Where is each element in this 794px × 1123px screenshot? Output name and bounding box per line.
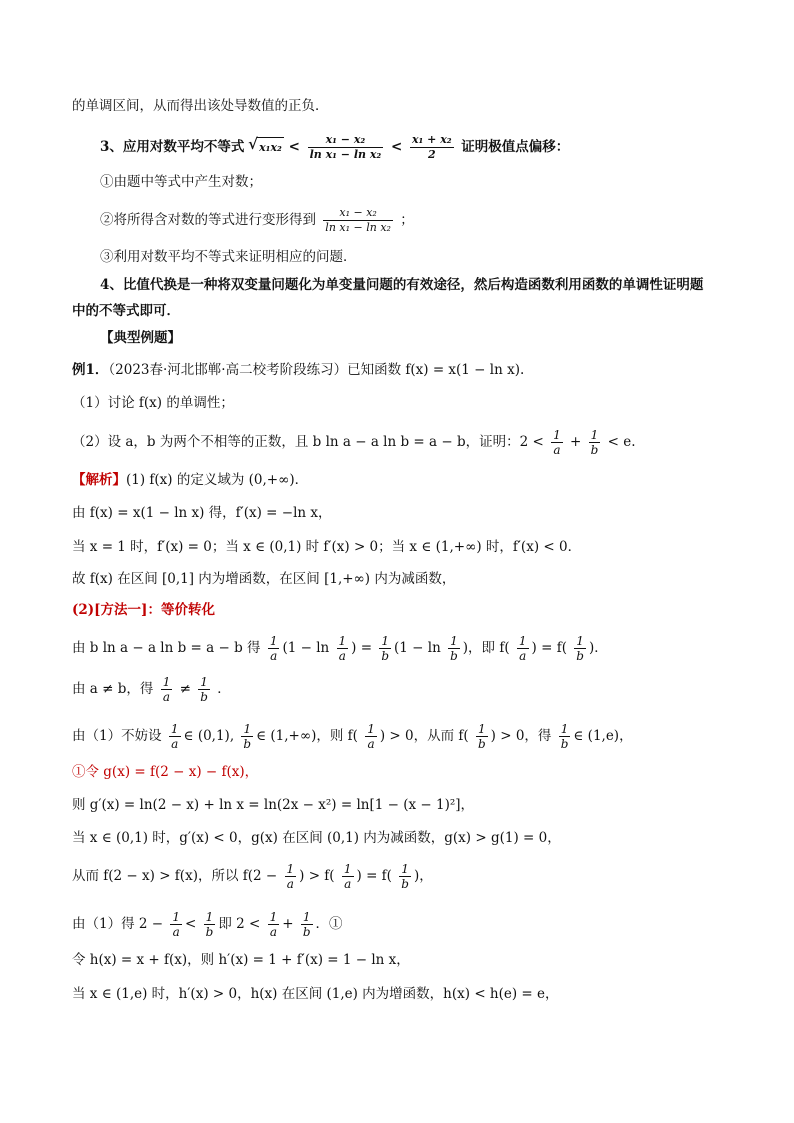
text-line: [100, 133, 734, 162]
text-line: [72, 470, 734, 490]
math-symbol: <: [288, 139, 300, 155]
sqrt-expression: √ x₁x₂: [257, 137, 284, 158]
fraction: $\frac{\text{x₁ + x₂}}{2}$: [411, 133, 452, 161]
fraction: $\frac{1}{a}$: [170, 722, 179, 751]
paragraph-text: 令 h(x) = x + f(x)，则 h′(x) = 1 + f′(x) = 1 − ln x，: [72, 952, 410, 968]
paragraph-text: 则 g′(x) = ln(2 − x) + ln x = ln(2x − x²) = ln[1 − (x − 1)²]，: [72, 797, 475, 813]
text-line: [72, 984, 734, 1004]
fraction: $\frac{1}{b}$: [450, 634, 458, 663]
text-line: [72, 393, 734, 413]
paragraph-text: （2）设 a，b 为两个不相等的正数，且 b ln a − a ln b = a − b，证明：2 <: [72, 434, 544, 450]
heading-text: 证明极值点偏移：: [461, 139, 570, 155]
text-line: [100, 172, 734, 192]
text-line: [72, 96, 734, 116]
paragraph-text: (1) f(x) 的定义域为 (0,+∞)．: [126, 472, 309, 488]
fraction: $\frac{\text{x₁ − x₂}}{\text{ln x₁ − ln x₂}}$: [309, 133, 382, 161]
example-label: 例1．: [72, 362, 109, 378]
fraction: $\frac{1}{b}$: [243, 722, 252, 751]
math-symbol: <: [390, 139, 403, 155]
text-line: [72, 762, 734, 782]
paragraph-text: 4、比值代换是一种将双变量问题化为单变量问题的有效途径，然后构造函数利用函数的单调性证明题: [100, 277, 704, 293]
paragraph-text: 当 x = 1 时，f′(x) = 0；当 x ∈ (0,1) 时 f′(x) > 0；当 x ∈ (1,+∞) 时，f′(x) < 0．: [72, 539, 582, 555]
paragraph-text: ②将所得含对数的等式进行变形得到: [100, 212, 316, 228]
fraction: $\frac{1}{b}$: [590, 428, 599, 457]
paragraph-text: 当 x ∈ (1,e) 时，h′(x) > 0，h(x) 在区间 (1,e) 内为增函数，h(x) < h(e) = e，: [72, 986, 559, 1002]
section-heading: 【典型例题】: [100, 330, 181, 346]
paragraph-text: 中的不等式即可．: [72, 303, 180, 319]
fraction: $\frac{1}{a}$: [172, 910, 181, 939]
text-line: [72, 360, 734, 380]
text-line: [72, 503, 734, 523]
fraction: $\frac{1}{a}$: [286, 862, 295, 891]
solution-label: 【解析】: [72, 472, 126, 488]
fraction: $\frac{1}{b}$: [381, 634, 390, 663]
fraction: $\frac{1}{b}$: [401, 862, 409, 891]
text-line: [72, 950, 734, 970]
fraction: $\frac{\text{x₁ − x₂}}{\text{ln x₁ − ln x₂}}$: [325, 206, 391, 234]
text-line: [72, 795, 734, 815]
fraction: $\frac{1}{a}$: [518, 634, 527, 663]
text-line: 从而 f(2 − x) > f(x)，所以 f(2 − $\frac{1}{a}$ ) > f( $\frac{1}{a}$ ) = f( $\frac{1}{b}$ )，: [72, 862, 433, 891]
text-line: [72, 537, 734, 557]
fraction: $\frac{1}{b}$: [200, 675, 208, 704]
fraction: $\frac{1}{b}$: [302, 910, 311, 939]
paragraph-text: ①令 g(x) = f(2 − x) − f(x)，: [72, 764, 259, 780]
fraction: $\frac{1}{a}$: [338, 634, 347, 663]
fraction: $\frac{1}{b}$: [560, 722, 569, 751]
text-line: [100, 247, 734, 267]
fraction: $\frac{1}{a}$: [269, 910, 278, 939]
text-line: 由 a ≠ b，得 $\frac{1}{a}$ ≠ $\frac{1}{b}$ ．: [72, 675, 231, 704]
fraction: $\frac{1}{b}$: [205, 910, 214, 939]
paragraph-text: ①由题中等式中产生对数；: [100, 174, 262, 190]
paragraph-text: 故 f(x) 在区间 [0,1] 内为增函数，在区间 [1,+∞) 内为减函数，: [72, 571, 456, 587]
fraction: $\frac{1}{a}$: [269, 634, 278, 663]
paragraph-text: （1）讨论 f(x) 的单调性；: [72, 395, 234, 411]
fraction: $\frac{1}{b}$: [477, 722, 486, 751]
text-line: 由（1）不妨设 $\frac{1}{a}$ ∈ (0,1), $\frac{1}{b}$ ∈ (1,+∞)，则 f( $\frac{1}{a}$ ) > 0，从而 f( $\frac{1}{b}$ ) > 0，得 $\frac{1}{b}$ ∈ (1,e)，: [72, 722, 633, 751]
text-line: 由 b ln a − a ln b = a − b 得 $\frac{1}{a}$ (1 − ln $\frac{1}{a}$ ) = $\frac{1}{b}$ (1 − ln $\frac{1}{b}$ )，即 f( $\frac{1}{a}$ ) = f( $\frac{1}{b}$ )．: [72, 634, 608, 663]
fraction: $\frac{1}{a}$: [343, 862, 352, 891]
fraction: $\frac{1}{b}$: [576, 634, 584, 663]
paragraph-text: 的单调区间，从而得出该处导数值的正负．: [72, 98, 329, 114]
paragraph-text: ③利用对数平均不等式来证明相应的问题．: [100, 249, 357, 265]
text-line: [100, 275, 734, 295]
text-line: 由（1）得 2 − $\frac{1}{a}$ < $\frac{1}{b}$ 即 2 < $\frac{1}{a}$ + $\frac{1}{b}$ ．①: [72, 910, 343, 939]
text-line: [72, 828, 734, 848]
paragraph-text: 由 f(x) = x(1 − ln x) 得，f′(x) = −ln x，: [72, 505, 332, 521]
text-line: （2）设 a，b 为两个不相等的正数，且 b ln a − a ln b = a − b，证明：2 < $\frac{1}{a}$ + $\frac{1}{b}$ < e.: [72, 428, 636, 457]
fraction: $\frac{1}{a}$: [553, 428, 561, 457]
method-heading: (2)[方法一]：等价转化: [72, 602, 215, 618]
paragraph-text: 当 x ∈ (0,1) 时，g′(x) < 0，g(x) 在区间 (0,1) 内为减函数，g(x) > g(1) = 0，: [72, 830, 561, 846]
heading-text: 3、应用对数平均不等式: [100, 139, 245, 155]
fraction: $\frac{1}{a}$: [162, 675, 171, 704]
fraction: $\frac{1}{a}$: [367, 722, 375, 751]
paragraph-text: （2023春·河北邯郸·高二校考阶段练习）已知函数 f(x) = x(1 − ln x).: [108, 362, 525, 378]
text-line: [72, 301, 734, 321]
text-line: ②将所得含对数的等式进行变形得到 $\frac{\text{x₁ − x₂}}{\text{ln x₁ − ln x₂}}$ ；: [100, 206, 414, 234]
text-line: [72, 569, 734, 589]
